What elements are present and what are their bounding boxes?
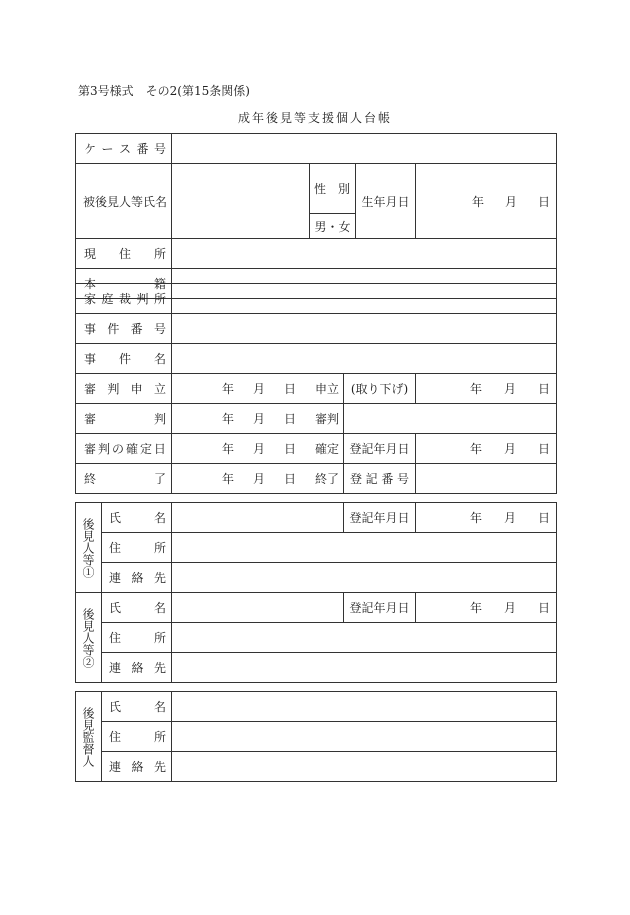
- judgment-label: 審 判: [84, 412, 166, 426]
- case-no-field[interactable]: [172, 314, 557, 344]
- guardian2-reg-date-label: 登記年月日: [344, 593, 416, 623]
- section-supervisor: [75, 691, 557, 782]
- sex-label: 性 別: [314, 182, 351, 196]
- withdrawal-label: (取り下げ): [344, 374, 416, 404]
- ward-name-field[interactable]: [172, 164, 310, 239]
- address-label: 現 住 所: [84, 247, 166, 261]
- judgment-extra-field[interactable]: [344, 404, 557, 434]
- reg-no-label: 登 記 番 号: [350, 472, 409, 486]
- reg-no-field[interactable]: [416, 464, 557, 494]
- supervisor-name-label: 氏 名: [109, 700, 166, 714]
- supervisor-address-field[interactable]: [172, 722, 557, 752]
- supervisor-contact-label: 連 絡 先: [109, 760, 166, 774]
- guardian2-contact-label: 連 絡 先: [109, 661, 166, 675]
- court-field[interactable]: [172, 284, 557, 314]
- section-ward-info: [75, 133, 557, 299]
- document-title: 成年後見等支援個人台帳: [237, 111, 392, 125]
- case-name-field[interactable]: [172, 344, 557, 374]
- end-label: 終 了: [84, 472, 166, 486]
- section-guardians: [75, 502, 557, 683]
- case-number-label: ケ ー ス 番 号: [84, 142, 166, 156]
- supervisor-name-field[interactable]: [172, 692, 557, 722]
- guardian2-name-field[interactable]: [172, 593, 344, 623]
- withdrawal-date-field[interactable]: 年 月 日: [416, 374, 557, 404]
- guardian2-contact-field[interactable]: [172, 653, 557, 683]
- guardian2-name-label: 氏 名: [109, 601, 166, 615]
- domicile-label: 本 籍: [84, 277, 166, 291]
- guardian1-contact-label: 連 絡 先: [109, 571, 166, 585]
- case-name-label: 事 件 名: [84, 352, 166, 366]
- guardian2-address-field[interactable]: [172, 623, 557, 653]
- guardian1-reg-date-label: 登記年月日: [344, 503, 416, 533]
- guardian2-reg-date-field[interactable]: 年 月 日: [416, 593, 557, 623]
- case-no-label: 事 件 番 号: [84, 322, 166, 336]
- supervisor-contact-field[interactable]: [172, 752, 557, 782]
- end-date-field[interactable]: 年 月 日 終了: [172, 464, 344, 494]
- guardian1-label: 後見人等①: [81, 517, 95, 578]
- section-court-info: [75, 283, 557, 494]
- guardian1-reg-date-field[interactable]: 年 月 日: [416, 503, 557, 533]
- reg-date-field[interactable]: 年 月 日: [416, 434, 557, 464]
- petition-label: 審 判 申 立: [84, 382, 166, 396]
- guardian1-name-field[interactable]: [172, 503, 344, 533]
- reg-date-label: 登記年月日: [344, 434, 416, 464]
- petition-date-field[interactable]: 年 月 日 申立: [172, 374, 344, 404]
- supervisor-address-label: 住 所: [109, 730, 166, 744]
- finalized-label: 審 判 の 確 定 日: [84, 442, 166, 456]
- case-number-field[interactable]: [172, 134, 557, 164]
- supervisor-label: 後見監督人: [81, 706, 95, 767]
- finalized-date-field[interactable]: 年 月 日 確定: [172, 434, 344, 464]
- address-field[interactable]: [172, 239, 557, 269]
- guardian1-contact-field[interactable]: [172, 563, 557, 593]
- guardian2-label: 後見人等②: [81, 607, 95, 668]
- court-label: 家 庭 裁 判 所: [84, 292, 166, 306]
- birthdate-label: 生年月日: [361, 194, 410, 209]
- form-label: 第3号様式 その2(第15条関係): [78, 84, 250, 98]
- guardian1-name-label: 氏 名: [109, 511, 166, 525]
- birthdate-field[interactable]: 年 月 日: [416, 164, 557, 239]
- sex-options[interactable]: 男・女: [310, 214, 356, 239]
- guardian1-address-field[interactable]: [172, 533, 557, 563]
- guardian1-address-label: 住 所: [109, 541, 166, 555]
- ward-name-label: 被後見人等氏名: [83, 194, 168, 209]
- judgment-date-field[interactable]: 年 月 日 審判: [172, 404, 344, 434]
- guardian2-address-label: 住 所: [109, 631, 166, 645]
